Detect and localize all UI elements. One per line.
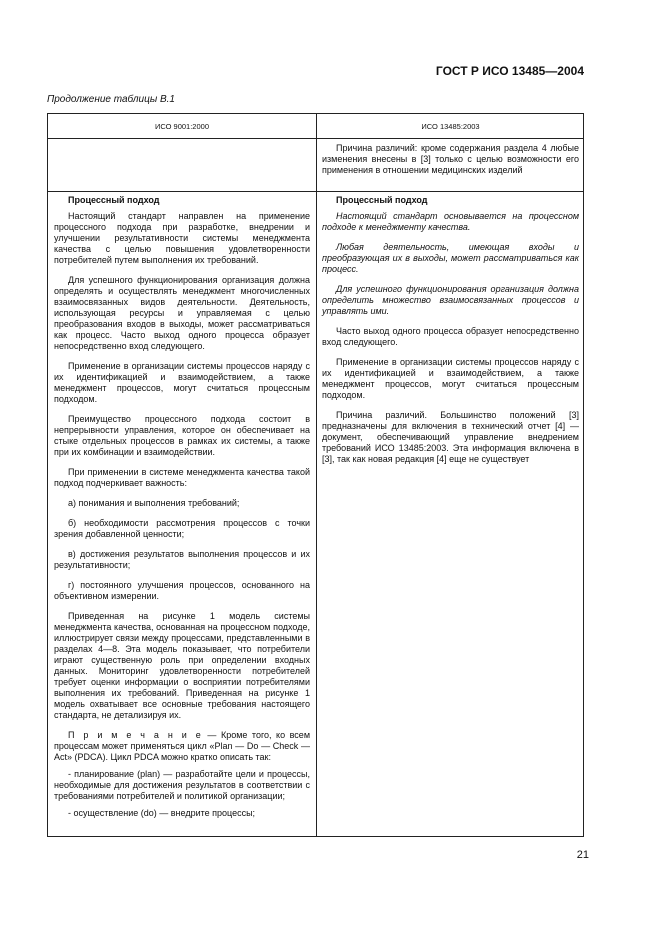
- left-cell: [54, 195, 310, 825]
- page-number: 21: [576, 849, 589, 861]
- right-paragraph-4: Часто выход одного процесса образует непосредственно вход следующего.: [322, 326, 579, 347]
- row-divider: [48, 191, 583, 192]
- column-header-iso13485: ИСО 13485:2003: [421, 122, 480, 131]
- document-header: ГОСТ Р ИСО 13485—2004: [435, 64, 584, 78]
- left-paragraph-4: Преимущество процессного подхода состоит в непрерывности управления, которое он обеспечивает на стыке отдельных процессов в рамках их системы, а также при их комбинации и взаимодействии.: [54, 414, 310, 457]
- left-list-item-d: г) постоянного улучшения процессов, основанного на объективном измерении.: [54, 580, 310, 601]
- left-plan-item: - планирование (plan) — разработайте цели и процессы, необходимые для достижения результатов в соответствии с требованиями потребителей и политикой организации;: [54, 769, 310, 801]
- right-cell: [322, 195, 579, 474]
- right-paragraph-6: Причина различий. Большинство положений [3] предназначены для включения в технический отчет [4] — документ, обеспечивающий управление внедрением требований ИСО 13485:2003. Эта информация включена в [3], так как новая редакция [4] еще не существует: [322, 410, 579, 464]
- left-list-item-c: в) достижения результатов выполнения процессов и их результативности;: [54, 549, 310, 570]
- right-heading: Процессный подход: [336, 195, 428, 205]
- table-caption: Продолжение таблицы В.1: [47, 94, 175, 105]
- left-paragraph-5: При применении в системе менеджмента качества такой подход подчеркивает важность:: [54, 467, 310, 488]
- right-paragraph-2: Любая деятельность, имеющая входы и преобразующая их в выходы, может рассматриваться как процесс.: [322, 242, 579, 274]
- column-header-iso9001: ИСО 9001:2000: [154, 122, 209, 131]
- left-paragraph-1: Настоящий стандарт направлен на применение процессного подхода при разработке, внедрении и улучшении результативности системы менеджмента качества с целью повышения удовлетворенности потребителей путем выполнения их требований.: [54, 211, 310, 265]
- note-label: П р и м е ч а н и е: [68, 730, 203, 740]
- right-paragraph-3: Для успешного функционирования организация должна определить множество взаимосвязанных процессов и управлять ими.: [322, 284, 579, 316]
- comparison-table: [47, 113, 584, 837]
- right-paragraph-1: Настоящий стандарт основывается на процессном подходе к менеджменту качества.: [322, 211, 579, 232]
- left-paragraph-2: Для успешного функционирования организация должна определять и осуществлять менеджмент многочисленных взаимосвязанных видов деятельности. Деятельность, использующая ресурсы и управляемая с целью преобразования входов в выходы, может рассматриваться как процесс. Часто выход одного процесса образует непосредственно вход следующего.: [54, 275, 310, 351]
- left-paragraph-3: Применение в организации системы процессов наряду с их идентификацией и взаимодействием, а также менеджмент процессов, могут считаться процессным подходом.: [54, 361, 310, 404]
- left-list-item-a: а) понимания и выполнения требований;: [68, 498, 240, 508]
- note-text: — Кроме того, ко всем процессам может применяться цикл «Plan — Do — Check — Act» (PDCA). Цикл PDCA можно кратко описать так:: [54, 730, 311, 762]
- left-do-item: - осуществление (do) — внедрите процессы;: [68, 808, 256, 818]
- left-heading: Процессный подход: [68, 195, 160, 205]
- left-list-item-b: б) необходимости рассмотрения процессов с точки зрения добавленной ценности;: [54, 518, 310, 539]
- left-note: [54, 730, 310, 763]
- left-paragraph-6: Приведенная на рисунке 1 модель системы менеджмента качества, основанная на процессном подходе, иллюстрирует связи между процессами, представленными в разделах 4—8. Эта модель показывает, что потребители играют существенную роль при определении входных данных. Мониторинг удовлетворенности потребителей требует оценки информации о восприятии потребителями выполнения их требований. Приведенная на рисунке 1 модель охватывает все основные требования настоящего стандарта, не детализируя их.: [54, 611, 310, 720]
- difference-reason-text: Причина различий: кроме содержания раздела 4 любые изменения внесены в [3] только с целью возможности его применения в отношении медицинских изделий: [322, 143, 579, 175]
- header-row-divider: [48, 138, 583, 139]
- row1-right-cell: [322, 143, 579, 185]
- right-paragraph-5: Применение в организации системы процессов наряду с их идентификацией и взаимодействием, а также менеджмент процессов, могут считаться процессным подходом.: [322, 357, 579, 400]
- column-divider: [316, 114, 317, 836]
